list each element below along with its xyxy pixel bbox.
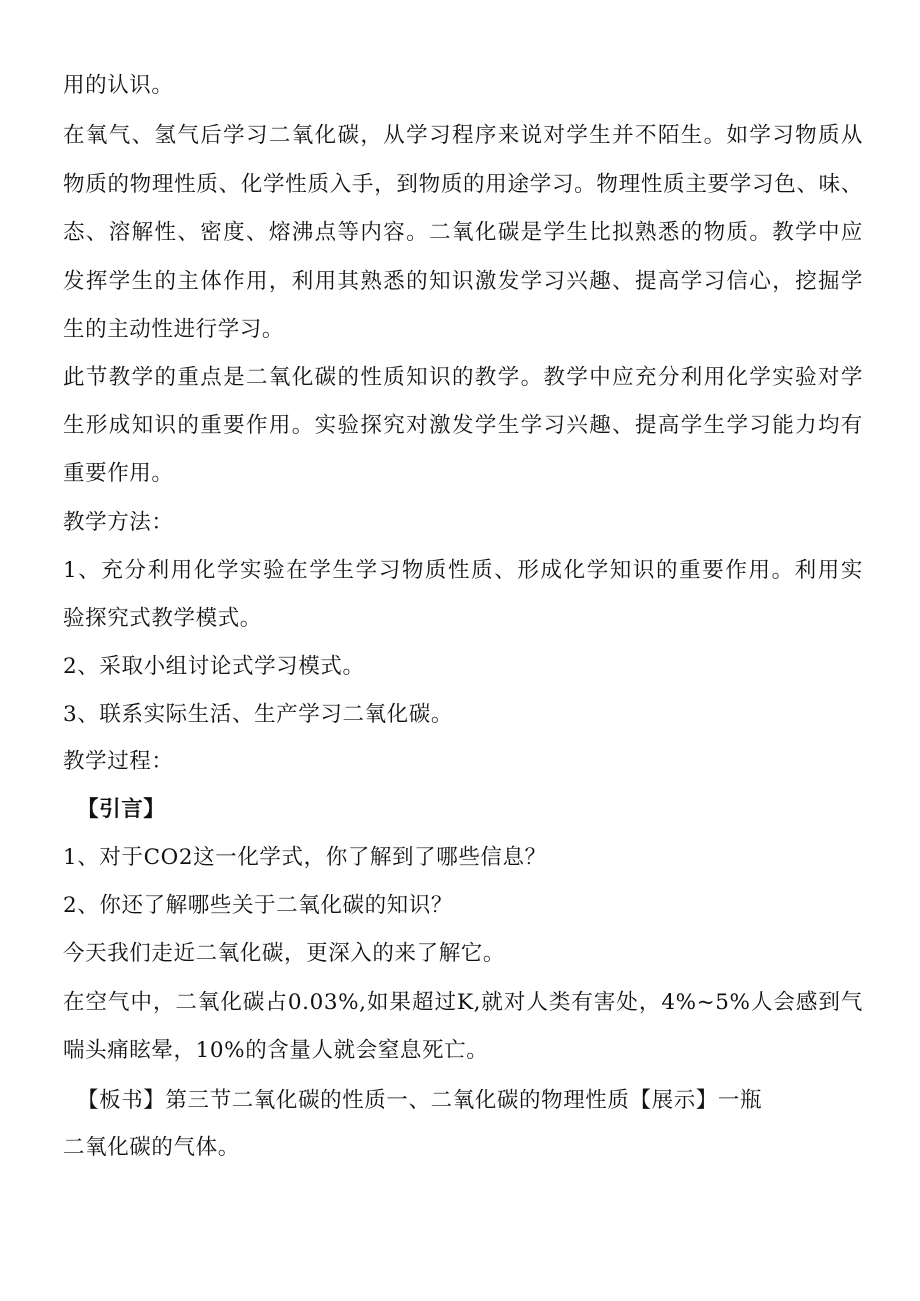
- list-item: 1、对于CO2这一化学式，你了解到了哪些信息？: [63, 845, 547, 870]
- text-line: 生形成知识的重要作用。实验探究对激发学生学习兴趣、提高学生学习能力均有: [63, 413, 863, 438]
- section-heading: 教学过程：: [63, 749, 174, 774]
- section-heading: 教学方法：: [63, 510, 174, 535]
- text-line: 在空气中，二氧化碳占0.03%,如果超过K,就对人类有害处，4%~5%人会感到气: [63, 990, 863, 1015]
- text-line: 今天我们走近二氧化碳，更深入的来了解它。: [63, 941, 506, 966]
- board-note: 【板书】第三节二氧化碳的性质一、二氧化碳的物理性质【展示】一瓶: [77, 1088, 763, 1113]
- text-line: 态、溶解性、密度、熔沸点等内容。二氧化碳是学生比拟熟悉的物质。教学中应: [63, 220, 863, 245]
- text-line: 二氧化碳的气体。: [63, 1135, 240, 1160]
- list-item: 3、联系实际生活、生产学习二氧化碳。: [63, 702, 453, 727]
- text-line: 重要作用。: [63, 461, 174, 486]
- text-line: 生的主动性进行学习。: [63, 317, 285, 342]
- text-line: 喘头痛眩晕，10%的含量人就会窒息死亡。: [63, 1038, 489, 1063]
- text-line: 用的认识。: [63, 73, 174, 98]
- list-item: 2、采取小组讨论式学习模式。: [63, 654, 365, 679]
- text-line: 在氧气、氢气后学习二氧化碳，从学习程序来说对学生并不陌生。如学习物质从: [63, 123, 863, 148]
- list-item: 1、充分利用化学实验在学生学习物质性质、形成化学知识的重要作用。利用实: [63, 558, 863, 583]
- list-item: 2、你还了解哪些关于二氧化碳的知识？: [63, 893, 453, 918]
- intro-heading: 【引言】: [77, 797, 166, 822]
- list-item-continuation: 验探究式教学模式。: [63, 606, 262, 631]
- text-line: 发挥学生的主体作用，利用其熟悉的知识激发学习兴趣、提高学习信心，挖掘学: [63, 269, 863, 294]
- text-line: 物质的物理性质、化学性质入手，到物质的用途学习。物理性质主要学习色、味、: [63, 172, 863, 197]
- text-line: 此节教学的重点是二氧化碳的性质知识的教学。教学中应充分利用化学实验对学: [63, 365, 863, 390]
